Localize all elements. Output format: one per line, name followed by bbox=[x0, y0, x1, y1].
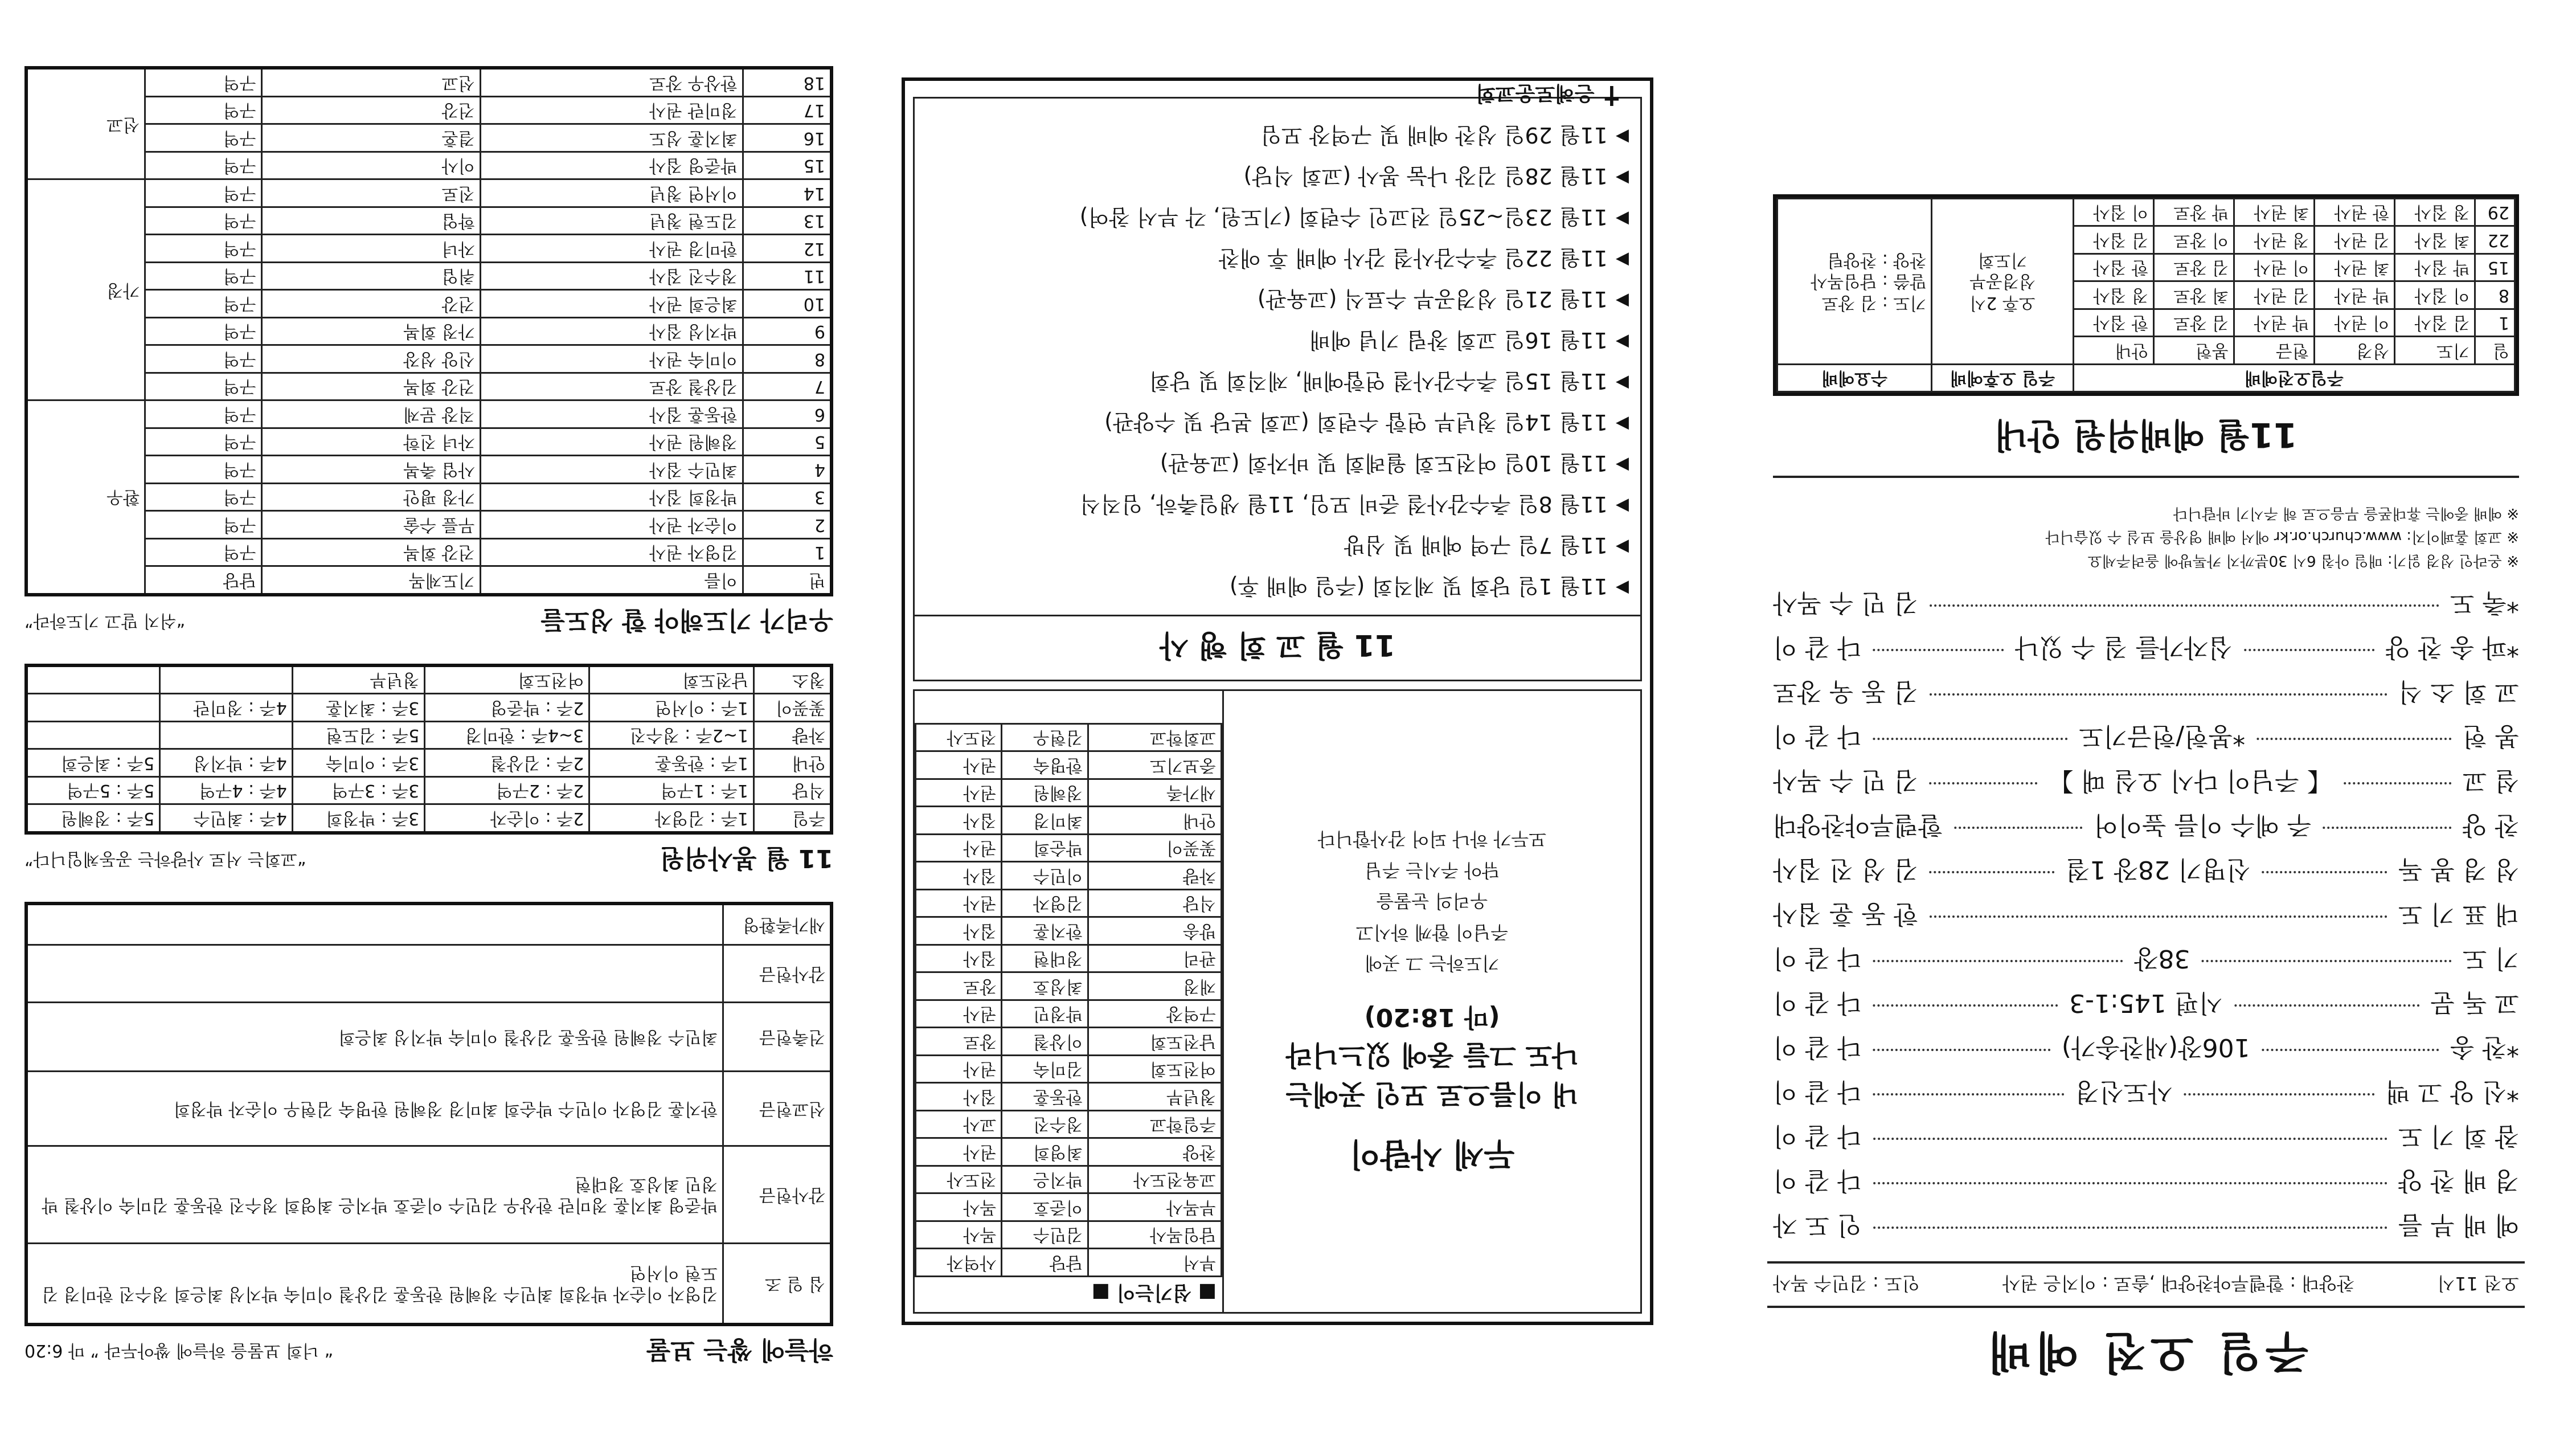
liturgy-item: *파 송 찬 양 십자가를 질 수 있나 다 같 이 bbox=[1773, 633, 2519, 662]
liturgy-item: 교 독 문 시편 145:1-3 다 같 이 bbox=[1772, 988, 2519, 1017]
schedule-sub: 안내 bbox=[2073, 337, 2153, 365]
prayer-panel bbox=[24, 49, 833, 1382]
triangle-bullet-icon: ▶ bbox=[1615, 578, 1629, 599]
triangle-bullet-icon: ▶ bbox=[1615, 209, 1629, 230]
duty-title-text: 11 월 봉사위원 bbox=[660, 844, 833, 873]
verse-line: 내 이름으로 모인 곳에는 bbox=[1285, 1078, 1579, 1110]
prayer-row: 6 한동훈 집사 직장 문제 구역 bbox=[26, 400, 832, 428]
liturgy-item: *신 앙 고 백 사도신경 다 같 이 bbox=[1772, 1077, 2519, 1106]
note-line: ※ 예배 중에는 휴대폰을 무음으로 해 주시기 바랍니다 bbox=[2173, 504, 2519, 522]
prayer-table: 번 이름 기도제목 담당 환우 1 김영자 권사 건강 회복 구역 2 이순자 권사 무릎 수술 구역 3 박정희 집사 가정 평안 구역 4 최민수 집사 사업 축복 구역 5 정혜원 권사 자녀 진학 구역 6 한동훈 집사 직장 문제 구역 7 김상철 장로 건강 회복 구역 가정 8 이미숙 권사 신앙 성장 구역 9 박지성 집사 가정 회복 구역 10 최은희 권사 건강 구역 11 정수진 집사 취업 구역 12 한미경 권사 자녀 구역 13 김도현 청년 학업 구역 14 이서연 청년 진로 구역 15 박준영 집사 이사 구역 선교 16 최지훈 성도 결혼 구역 17 정미란 권사 건강 구역 18 한상우 장로 선교 구역 bbox=[24, 67, 833, 597]
afternoon-info: 오후 2시 성경공부 기도회 bbox=[1932, 198, 2073, 364]
announcement-item: ▶ 11월 15일 추수감사절 연합예배, 제직회 및 당회 bbox=[1149, 369, 1629, 394]
schedule-head-wednesday: 수요예배 bbox=[1778, 364, 1932, 392]
duty-row: 차량 1~2주 : 정수진 3~4주 : 한미경 5주 : 김도현 bbox=[26, 722, 832, 750]
staff-row: 여전도회 김미숙 권사 bbox=[916, 1056, 1222, 1084]
staff-row: 교회학교 김현우 전도사 bbox=[916, 724, 1222, 752]
liturgy-item: 설 교 【 주님이 다시 오실 때 】 김 민 수 목사 bbox=[1772, 766, 2519, 795]
announcement-item: ▶ 11월 1일 당회 및 제직회 (주일 예배 후) bbox=[1229, 574, 1629, 599]
announcements-box bbox=[913, 79, 1642, 681]
staff-row: 찬양 최영희 권사 bbox=[916, 1138, 1222, 1166]
triangle-bullet-icon: ▶ bbox=[1615, 373, 1629, 394]
prayer-subtitle: “쉬지 말고 기도하라” bbox=[24, 611, 185, 631]
staff-row: 부목사 이준호 목사 bbox=[916, 1193, 1222, 1221]
offering-row: 선교헌금 한지훈 김영자 이민수 박순희 최미경 정혜원 한명숙 김현우 이순자 박정희 bbox=[26, 1072, 832, 1146]
verse-box bbox=[1224, 691, 1640, 1312]
staff-row: 청년부 한동훈 집사 bbox=[916, 1083, 1222, 1111]
duty-row: 식당 1주 : 1구역 2주 : 2구역 3주 : 3구역 4주 : 4구역 5주 : 5구역 bbox=[26, 777, 832, 805]
duty-row: 청소 남전도회 여전도회 청년부 bbox=[26, 665, 832, 694]
announcements-list bbox=[915, 111, 1640, 615]
offering-table bbox=[24, 902, 833, 1326]
verse-sub: 닦아 주시는 주님 bbox=[1365, 859, 1500, 881]
staff-table: 부서 담당 사역자 담임목사 김민수 목사 부목사 이준호 목사 교육전도사 박지은 전도사 찬양 최영희 권사 주일학교 정수진 교사 청년부 한동훈 집사 여전도회 김미숙 권사 남전도회 이상철 장로 구역장 박정민 권사 재정 최성호 장로 관리 정대현 집사 방송 한지훈 집사 식당 김영자 권사 차량 이민수 집사 꽃꽂이 박순희 권사 안내 최미경 집사 새가족 정혜원 권사 중보기도 한명숙 권사 교회학교 김현우 전도사 bbox=[915, 723, 1222, 1277]
liturgy-list bbox=[1773, 583, 2519, 1250]
wednesday-line: 말씀 : 담임목사 bbox=[1811, 271, 1927, 292]
verse-sub: 기도하는 그 곳에 bbox=[1365, 952, 1500, 974]
offering-title bbox=[24, 1334, 833, 1371]
liturgy-item: 경 배 찬 양 다 같 이 bbox=[1773, 1166, 2519, 1195]
announcement-item: ▶ 11월 21일 성경공부 수료식 (교육관) bbox=[1257, 287, 1629, 312]
prayer-row: 12 한미경 권사 자녀 구역 bbox=[26, 235, 832, 263]
offering-row: 새가족환영 bbox=[26, 904, 832, 945]
prayer-row: 3 박정희 집사 가정 평안 구역 bbox=[26, 484, 832, 512]
staff-row: 담임목사 김민수 목사 bbox=[916, 1221, 1222, 1249]
triangle-bullet-icon: ▶ bbox=[1615, 168, 1629, 189]
liturgy-item: 예 배 부 름 인 도 자 bbox=[1773, 1211, 2519, 1240]
prayer-row: 5 정혜원 권사 자녀 진학 구역 bbox=[26, 428, 832, 456]
liturgy-item: *찬 송 106장(새찬송가) 다 같 이 bbox=[1772, 1033, 2519, 1062]
triangle-bullet-icon: ▶ bbox=[1615, 332, 1629, 353]
announcement-item: ▶ 11월 22일 추수감사절 감사 예배 후 애찬 bbox=[1218, 246, 1629, 271]
liturgy-item: *축 도 김 민 수 목사 bbox=[1773, 588, 2519, 618]
worship-title: 주일 오전 예배 bbox=[1983, 1326, 2309, 1377]
wednesday-info bbox=[1778, 198, 1932, 364]
verse-title: 두세 사람이 bbox=[1349, 1135, 1515, 1172]
liturgy-item: 대 표 기 도 한 동 훈 집사 bbox=[1773, 900, 2519, 929]
verse-ref: (마 18:20) bbox=[1364, 1002, 1500, 1032]
prayer-row: 14 이서연 청년 진로 구역 bbox=[26, 179, 832, 207]
staff-row: 새가족 정혜원 권사 bbox=[916, 779, 1222, 807]
church-logo bbox=[915, 79, 1640, 111]
prayer-row: 11 정수진 집사 취업 구역 bbox=[26, 263, 832, 291]
prayer-title-text: 우리가 기도해야 할 성도들 bbox=[540, 606, 833, 635]
schedule-sub: 헌금 bbox=[2234, 337, 2314, 365]
note-line: ※ 교회 홈페이지: www.church.or.kr 에서 예배 영상을 보실 수 있습니다 bbox=[2045, 528, 2519, 546]
schedule-sub: 성경 bbox=[2314, 337, 2394, 365]
offering-verse: “ 너희 보물을 하늘에 쌓아두라 ” 마 6:20 bbox=[24, 1340, 333, 1360]
staff-row: 식당 김영자 권사 bbox=[916, 890, 1222, 918]
schedule-table bbox=[1776, 198, 2516, 393]
triangle-bullet-icon: ▶ bbox=[1615, 127, 1629, 148]
offering-row: 십 일 조 김영자 이순자 박정희 최민수 정혜원 한동훈 김상철 이미숙 박지성 최은희 정수진 한미경 김도현 이서연 bbox=[26, 1244, 832, 1325]
announcement-item: ▶ 11월 28일 김장 나눔 봉사 (교회 식당) bbox=[1243, 163, 1629, 189]
schedule-row: 1 김 집사 이 권사 박 권사 김 장로 한 집사 bbox=[1778, 309, 2515, 337]
offering-row: 감사헌금 bbox=[26, 945, 832, 1003]
prayer-row: 2 이순자 권사 무릎 수술 구역 bbox=[26, 511, 832, 539]
liturgy-item: 성 경 봉 독 신명기 28장 1절 김 성 진 집사 bbox=[1772, 855, 2519, 884]
duty-table bbox=[24, 664, 833, 835]
prayer-row: 18 한상우 장로 선교 구역 bbox=[26, 68, 832, 97]
liturgy-item: 기 도 38장 다 같 이 bbox=[1772, 944, 2519, 973]
schedule-title: 11월 예배위원 안내 bbox=[1773, 413, 2519, 478]
duty-row: 안내 1주 : 한동훈 2주 : 김상철 3주 : 이미숙 4주 : 박지성 5주 : 최은희 bbox=[26, 749, 832, 777]
staff-row: 방송 한지훈 집사 bbox=[916, 917, 1222, 945]
middle-panel bbox=[902, 77, 1653, 1325]
triangle-bullet-icon: ▶ bbox=[1615, 537, 1629, 558]
schedule-row: 8 이 집사 박 권사 김 권사 최 장로 정 집사 bbox=[1778, 281, 2515, 309]
verse-sub: 모두가 하나 되어 감사합니다 bbox=[1317, 828, 1547, 851]
announcement-item: ▶ 11월 23일~25일 전교인 수련회 (기도원, 각 부서 참여) bbox=[1079, 205, 1629, 230]
staff-row: 안내 최미경 집사 bbox=[916, 807, 1222, 835]
staff-title: ■ 섬기는이 ■ bbox=[1091, 1281, 1217, 1304]
schedule-box bbox=[1773, 194, 2519, 396]
prayer-title bbox=[24, 604, 833, 641]
announcement-item: ▶ 11월 14일 청년부 연합 수련회 (교회 본당 및 수양관) bbox=[1104, 410, 1629, 435]
verse-line: 나도 그들 중에 있느니라 bbox=[1285, 1039, 1579, 1071]
staff-row: 남전도회 이상철 장로 bbox=[916, 1028, 1222, 1056]
prayer-row: 13 김도현 청년 학업 구역 bbox=[26, 207, 832, 235]
staff-row: 재정 최성호 장로 bbox=[916, 972, 1222, 1000]
wednesday-line: 찬양 : 찬양팀 bbox=[1827, 250, 1927, 270]
staff-row: 관리 정대현 집사 bbox=[916, 945, 1222, 973]
verse-sub: 우리의 눈물을 bbox=[1376, 890, 1488, 913]
announcement-item: ▶ 11월 16일 교회 창립 기념 예배 bbox=[1309, 328, 1629, 353]
schedule-row: 29 정 집사 한 권사 최 권사 박 장로 이 집사 bbox=[1778, 198, 2515, 226]
worship-choir: 찬양대 : 할렐루야찬양대 ,솔로 : 이지은 권사 bbox=[2002, 1273, 2355, 1294]
duty-row: 주일 1주 : 김영자 2주 : 이순자 3주 : 박정희 4주 : 최민수 5주 : 정혜원 bbox=[26, 804, 832, 833]
liturgy-item: 봉 헌 *봉헌/헌금기도 다 같 이 bbox=[1773, 722, 2519, 751]
triangle-bullet-icon: ▶ bbox=[1615, 496, 1629, 517]
prayer-row: 7 김상철 장로 건강 회복 구역 가정 bbox=[26, 373, 832, 401]
staff-row: 차량 이민수 집사 bbox=[916, 862, 1222, 890]
triangle-bullet-icon: ▶ bbox=[1615, 455, 1629, 476]
worship-notes bbox=[1773, 501, 2519, 572]
prayer-row: 4 최민수 집사 사업 축복 구역 bbox=[26, 456, 832, 484]
announcement-item: ▶ 11월 7일 구역 예배 및 심방 bbox=[1344, 533, 1629, 558]
liturgy-item: 찬 양 주 예수 이름 높이어 할렐루야찬양대 bbox=[1773, 811, 2519, 840]
prayer-row: 10 최은희 권사 건강 구역 bbox=[26, 290, 832, 318]
offering-title-text: 하늘에 쌓는 보물 bbox=[646, 1335, 833, 1364]
worship-time: 오전 11시 bbox=[2437, 1273, 2519, 1294]
schedule-head-morning: 주일오전예배 bbox=[2073, 364, 2514, 392]
triangle-bullet-icon: ▶ bbox=[1615, 414, 1629, 435]
worship-panel bbox=[1739, 55, 2553, 1411]
wednesday-line: 기도 : 김 장로 bbox=[1821, 292, 1927, 313]
triangle-bullet-icon: ▶ bbox=[1615, 250, 1629, 271]
announcement-item: ▶ 11월 8일 추수감사절 준비 모임, 11월 생일축하, 임직식 bbox=[1079, 492, 1629, 517]
worship-leader: 인도 : 김민수 목사 bbox=[1773, 1273, 1920, 1294]
announcements-title: 11 월 교 회 행 사 bbox=[915, 615, 1640, 680]
staff-row: 교육전도사 박지은 전도사 bbox=[916, 1166, 1222, 1194]
staff-row: 구역장 박정민 권사 bbox=[916, 1000, 1222, 1028]
offering-row: 건축헌금 최민수 정혜원 한동훈 김상철 이미숙 박지성 최은희 bbox=[26, 1003, 832, 1072]
staff-row: 꽃꽂이 박순희 권사 bbox=[916, 835, 1222, 862]
duty-row: 꽃꽂이 1주 : 이서연 2주 : 박준영 3주 : 최지훈 4주 : 정미란 bbox=[26, 694, 832, 722]
prayer-row: 1 김영자 권사 건강 회복 구역 bbox=[26, 539, 832, 567]
prayer-row: 9 박지성 집사 가정 회복 구역 bbox=[26, 318, 832, 346]
offering-row: 감사헌금 박준영 최지훈 정미란 한상우 김민수 이준호 박지은 최영희 정수진 한동훈 김미숙 이상철 박정민 최성호 정대현 bbox=[26, 1146, 832, 1244]
verse-sub: 주님이 함께 하시고 bbox=[1355, 921, 1509, 943]
cross-icon: ✝ bbox=[1600, 79, 1623, 111]
note-line: ※ 온라인 성경 읽기: 매일 아침 6시 30분까지 카톡방에 올려주세요 bbox=[2087, 552, 2519, 569]
schedule-sub: 봉헌 bbox=[2153, 337, 2234, 365]
liturgy-item: 참 회 기 도 다 같 이 bbox=[1773, 1122, 2519, 1151]
schedule-head-afternoon: 주일 오후예배 bbox=[1932, 364, 2073, 392]
prayer-row: 8 이미숙 권사 신앙 성장 구역 bbox=[26, 345, 832, 373]
triangle-bullet-icon: ▶ bbox=[1615, 291, 1629, 312]
prayer-row: 16 최지훈 성도 결혼 구역 bbox=[26, 124, 832, 152]
schedule-row: 22 최 집사 김 권사 정 권사 이 장로 김 집사 bbox=[1778, 226, 2515, 254]
schedule-sub: 기도 bbox=[2395, 337, 2475, 365]
schedule-row: 15 박 집사 최 권사 이 권사 김 장로 한 집사 bbox=[1778, 254, 2515, 281]
church-name: 은혜로운교회 bbox=[1476, 81, 1595, 105]
worship-info-row bbox=[1767, 1261, 2525, 1308]
staff-row: 주일학교 정수진 교사 bbox=[916, 1111, 1222, 1139]
announcement-item: ▶ 11월 10일 여전도회 월례회 및 바자회 (교육관) bbox=[1160, 451, 1629, 476]
liturgy-item: 교 회 소 식 김 동 욱 장로 bbox=[1773, 677, 2519, 706]
schedule-sub: 일 bbox=[2475, 337, 2515, 365]
duty-subtitle: “교회는 서로 사랑하는 공동체입니다” bbox=[24, 849, 306, 869]
prayer-row: 17 정미란 권사 건강 구역 bbox=[26, 97, 832, 125]
staff-section bbox=[913, 689, 1642, 1314]
announcement-item: ▶ 11월 29일 성찬 예배 및 구역장 모임 bbox=[1260, 122, 1629, 148]
prayer-row: 15 박준영 집사 이사 구역 선교 bbox=[26, 152, 832, 180]
staff-box bbox=[915, 691, 1224, 1312]
duty-title bbox=[24, 843, 833, 879]
staff-row: 중보기도 한명숙 권사 bbox=[916, 751, 1222, 779]
